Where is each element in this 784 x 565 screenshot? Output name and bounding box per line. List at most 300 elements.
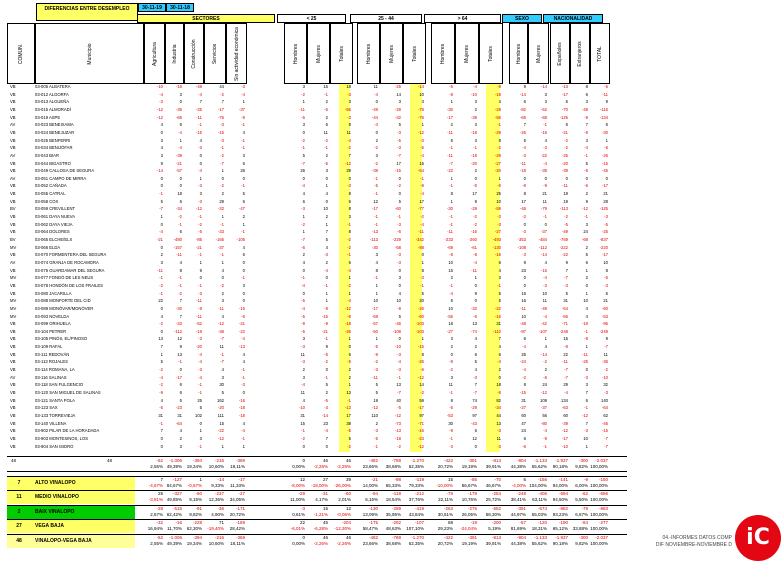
cell-value: 22	[158, 298, 163, 304]
summary-percent: 10,60%	[208, 541, 224, 546]
summary-value: -515	[172, 506, 182, 511]
cell-value: -6	[420, 367, 424, 373]
total-percent: 44,38%	[510, 464, 526, 469]
cell-value: -3	[374, 367, 378, 373]
summary-value: -882	[558, 506, 568, 511]
cell-value: -5	[301, 328, 305, 334]
summary-percent: -6,01%	[290, 526, 305, 531]
cell-value: 17	[396, 160, 401, 166]
cell-value: 0	[523, 175, 526, 181]
cell-value: 8	[605, 267, 608, 273]
cell-value: -9	[497, 84, 501, 89]
cell-comarca: AV	[10, 152, 16, 158]
cell-value: 3	[398, 275, 401, 281]
cell-value: 62	[603, 412, 608, 418]
cell-value: 3	[474, 99, 477, 105]
cell-value: 6	[242, 198, 245, 204]
cell-value: -11	[471, 267, 477, 273]
summary-percent: 38,68%	[385, 541, 401, 546]
cell-value: 0	[450, 351, 453, 357]
cell-comarca: VB	[10, 359, 16, 365]
cell-value: 3	[242, 152, 245, 158]
cell-value: -3	[497, 214, 501, 220]
cell-municipio: 03-023 BENEIXAMA	[35, 122, 74, 128]
cell-value: -4	[473, 259, 477, 265]
cell-value: -3	[522, 229, 526, 235]
cell-value: 6	[498, 351, 501, 357]
cell-value: -3	[604, 214, 608, 220]
summary-percent: 107,10%	[406, 526, 424, 531]
cell-value: -21	[195, 244, 202, 250]
summary-percent: 9,15%	[189, 497, 202, 502]
cell-municipio: 03-012 ALGORFA	[35, 91, 69, 97]
cell-value: -1	[543, 214, 547, 220]
summary-percent: -0,67%	[187, 483, 202, 488]
summary-row	[7, 476, 627, 490]
summary-value: -84	[581, 520, 588, 525]
cell-value: 11	[496, 435, 501, 441]
cell-value: 6	[585, 397, 588, 403]
summary-percent: 0,00%	[292, 541, 305, 546]
summary-label	[7, 535, 135, 548]
cell-value: -1	[220, 145, 224, 151]
cell-value: -3	[497, 428, 501, 434]
cell-value: -8	[420, 183, 424, 189]
cell-value: -1	[584, 328, 588, 334]
cell-comarca: VB	[10, 344, 16, 350]
cell-value: 23	[323, 420, 328, 426]
cell-value: 10	[496, 198, 501, 204]
cell-value: -4	[178, 129, 182, 135]
cell-municipio: 03-120 SAN MIGUEL DE SALINAS	[35, 390, 101, 395]
cell-value: -12	[561, 428, 568, 434]
cell-value: -4	[420, 152, 424, 158]
cell-municipio: 03-077 FONDÓ DE LES NEUS	[35, 275, 94, 281]
cell-value: -2	[159, 282, 163, 288]
summary-value: -406	[537, 491, 547, 496]
cell-value: 1	[498, 175, 501, 181]
summary-value: 15	[322, 506, 328, 511]
table-row	[7, 84, 627, 90]
cell-comarca: AV	[10, 175, 16, 181]
cell-value: 0	[160, 435, 163, 441]
summary-label	[7, 477, 135, 490]
table-row	[7, 214, 627, 220]
cell-value: -3	[220, 122, 224, 128]
cell-comarca: MV	[10, 275, 17, 281]
cell-value: -4	[241, 428, 245, 434]
cell-value: 0	[302, 267, 305, 273]
table-row	[7, 444, 627, 450]
cell-value: -80	[540, 420, 547, 426]
total-value: 0	[302, 458, 305, 463]
cell-value: -1	[420, 175, 424, 181]
cell-value: 16	[521, 290, 526, 296]
cell-value: -30	[446, 206, 453, 212]
cell-value: -64	[561, 305, 568, 311]
cell-value: 0	[242, 175, 245, 181]
cell-value: -11	[176, 252, 182, 258]
total-value: -216	[214, 458, 224, 463]
cell-value: 2	[474, 106, 477, 112]
cell-value: 4	[585, 305, 588, 311]
cell-municipio: 03-080 JACARILLA	[35, 290, 72, 296]
column-header	[455, 23, 479, 84]
summary-percent: 79,33%	[408, 483, 424, 488]
cell-value: -43	[470, 420, 477, 426]
summary-code: 2	[17, 509, 21, 515]
summary-percent: 11,00%	[290, 497, 305, 502]
cell-value: -37	[540, 405, 547, 411]
total-percent: 90,18%	[552, 464, 568, 469]
cell-value: -15	[417, 344, 424, 350]
summary-value: 12	[345, 506, 351, 511]
cell-value: 3	[302, 122, 305, 128]
cell-value: 24	[542, 382, 547, 388]
cell-value: -2	[522, 214, 526, 220]
cell-value: 5	[474, 359, 477, 365]
summary-percent: -4,00%	[511, 483, 526, 488]
cell-value: 4	[498, 99, 501, 105]
cell-comarca: VB	[10, 336, 16, 342]
cell-value: 40	[396, 397, 401, 403]
cell-value: -8	[347, 313, 351, 319]
summary-value: -70	[494, 477, 501, 482]
summary-value: -19	[470, 520, 477, 525]
cell-value: -1	[241, 229, 245, 235]
column-header-label: Hombres	[365, 43, 372, 64]
cell-value: -342	[415, 237, 424, 242]
summary-percent: -19,40%	[207, 526, 224, 531]
summary-value: -120	[537, 520, 547, 525]
cell-value: 8	[348, 229, 351, 235]
cell-value: -1	[159, 290, 163, 296]
footer-line-1: 04.-INFORMES DATOS COMP	[662, 535, 732, 541]
cell-value: 3	[585, 137, 588, 143]
cell-value: -3	[604, 390, 608, 395]
summary-value: -289	[391, 506, 401, 511]
cell-value: -1	[374, 221, 378, 227]
cell-value: -220	[599, 244, 608, 250]
cell-value: -260	[468, 237, 477, 242]
total-percent: 10,60%	[208, 464, 224, 469]
cell-value: -1	[584, 152, 588, 158]
cell-value: 16	[521, 298, 526, 304]
cell-value: -7	[220, 359, 224, 365]
table-row	[7, 306, 627, 312]
cell-value: -7	[220, 336, 224, 342]
cell-value: 8	[348, 191, 351, 197]
cell-value: 6	[242, 252, 245, 258]
cell-value: 2	[348, 367, 351, 373]
summary-value: -1.006	[169, 535, 182, 540]
cell-value: -4	[324, 428, 328, 434]
cell-value: 9	[523, 84, 526, 89]
cell-value: -3	[397, 129, 401, 135]
summary-value: -482	[368, 535, 378, 540]
cell-value: 3	[199, 191, 202, 197]
cell-value: 2	[585, 275, 588, 281]
cell-value: 18	[496, 382, 501, 388]
cell-municipio: 03-105 PINÓS, EL/PINOSO	[35, 336, 88, 342]
column-header-label: COMUN.	[18, 43, 24, 64]
cell-value: -1	[220, 252, 224, 258]
summary-percent: 5,19%	[488, 526, 501, 531]
cell-value: 4	[242, 359, 245, 365]
cell-value: -16	[494, 313, 501, 319]
cell-value: -3	[420, 275, 424, 281]
cell-value: 2	[242, 214, 245, 220]
cell-value: -26	[344, 328, 351, 334]
cell-municipio: 03-005 ALBATERA	[35, 84, 71, 89]
cell-value: -13	[561, 84, 568, 89]
cell-value: -23	[175, 405, 182, 411]
cell-value: 0	[544, 221, 547, 227]
cell-value: -9	[241, 114, 245, 120]
cell-value: 1	[450, 175, 453, 181]
cell-value: 7	[160, 344, 163, 350]
table-row	[7, 344, 627, 350]
table-row	[7, 268, 627, 274]
cell-value: 0	[398, 191, 401, 197]
cell-value: 4	[325, 191, 328, 197]
cell-value: -11	[447, 229, 453, 235]
summary-percent: -18,00%	[311, 483, 328, 488]
cell-value: -66	[175, 114, 182, 120]
cell-value: 32	[603, 382, 608, 388]
cell-value: 29	[346, 168, 351, 174]
cell-value: -11	[447, 129, 453, 135]
cell-value: 110	[371, 412, 378, 418]
cell-value: 7	[565, 267, 568, 273]
cell-value: 109	[540, 397, 547, 403]
summary-percent: -6,28%	[313, 526, 328, 531]
cell-value: -2	[473, 214, 477, 220]
cell-value: -2	[324, 137, 328, 143]
cell-value: 6	[348, 198, 351, 204]
summary-percent: 2,01%	[338, 497, 351, 502]
cell-municipio: 03-013 ALGUEÑA	[35, 99, 69, 105]
cell-value: -10	[298, 405, 305, 411]
cell-value: 0	[242, 298, 245, 304]
summary-value: -419	[414, 506, 424, 511]
cell-value: -16	[238, 397, 245, 403]
cell-value: 140	[601, 397, 608, 403]
cell-value: -11	[218, 305, 224, 311]
cell-value: 0	[242, 290, 245, 296]
column-header	[204, 23, 226, 84]
total-value: -1.006	[169, 458, 182, 463]
cell-value: 7	[348, 152, 351, 158]
cell-value: -21	[238, 321, 245, 327]
cell-value: 6	[179, 390, 182, 395]
summary-value: -169	[235, 520, 245, 525]
total-percent: 20,72%	[437, 464, 453, 469]
summary-value: -31	[321, 491, 328, 496]
summary-value: -552	[491, 506, 501, 511]
cell-comarca: VB	[10, 267, 16, 273]
cell-value: -10	[156, 84, 163, 89]
cell-municipio: 03-066 ELDA	[35, 244, 61, 250]
cell-value: -8	[449, 91, 453, 97]
column-header	[590, 23, 610, 84]
cell-value: -6	[497, 183, 501, 189]
cell-value: -23	[417, 435, 424, 441]
cell-value: 8	[348, 122, 351, 128]
cell-value: 5	[302, 152, 305, 158]
cell-value: -15	[217, 129, 224, 135]
summary-row	[7, 505, 627, 519]
cell-value: -3	[584, 428, 588, 434]
cell-value: 4	[474, 367, 477, 373]
cell-value: 21	[542, 191, 547, 197]
cell-value: -3	[397, 221, 401, 227]
cell-value: -222	[559, 244, 568, 250]
cell-value: 2	[302, 367, 305, 373]
cell-value: 4	[160, 122, 163, 128]
cell-value: 23	[521, 267, 526, 273]
cell-value: -3	[347, 183, 351, 189]
cell-value: -69	[446, 244, 453, 250]
summary-value: -171	[235, 506, 245, 511]
cell-comarca: VB	[10, 367, 16, 373]
cell-value: -6	[522, 443, 526, 449]
cell-value: -3	[198, 290, 202, 296]
cell-comarca: VB	[10, 443, 16, 449]
summary-value: -150	[598, 477, 608, 482]
cell-value: 2	[348, 374, 351, 380]
column-header	[226, 23, 247, 84]
table-row	[7, 275, 627, 281]
cell-value: -2	[347, 237, 351, 242]
cell-value: -3	[347, 114, 351, 120]
cell-value: 7	[585, 390, 588, 395]
cell-value: -6	[301, 244, 305, 250]
cell-value: -3	[564, 282, 568, 288]
summary-value: -98	[394, 477, 401, 482]
cell-value: 3	[179, 91, 182, 97]
cell-comarca: VB	[10, 198, 16, 204]
cell-value: 15	[448, 267, 453, 273]
cell-value: -2	[374, 145, 378, 151]
column-header-label: Hombres	[440, 43, 446, 64]
cell-municipio: 03-055 CATRAL	[35, 191, 66, 197]
cell-value: 3	[585, 382, 588, 388]
cell-value: -2	[374, 160, 378, 166]
cell-value: -29	[470, 405, 477, 411]
cell-value: 8	[498, 137, 501, 143]
cell-value: 6	[242, 160, 245, 166]
cell-value: -113	[369, 237, 378, 242]
cell-municipio: 03-111 REDOVÁN	[35, 351, 70, 357]
summary-value: -300	[578, 535, 588, 540]
date-previous: 30-11-18	[166, 3, 194, 12]
cell-value: 4	[498, 267, 501, 273]
cell-value: -4	[198, 359, 202, 365]
cell-value: 1	[348, 275, 351, 281]
cell-value: -27	[494, 160, 501, 166]
cell-value: 12	[472, 435, 477, 441]
cell-value: -8	[584, 336, 588, 342]
summary-value: -62	[581, 491, 588, 496]
cell-value: -4	[473, 84, 477, 89]
cell-value: 0	[523, 275, 526, 281]
summary-value: -394	[192, 535, 202, 540]
cell-value: -1	[241, 435, 245, 441]
cell-value: -45	[601, 168, 608, 174]
cell-value: 15	[300, 420, 305, 426]
cell-comarca: VB	[10, 160, 16, 166]
cell-value: -2	[347, 443, 351, 449]
cell-municipio: 03-903 MONTESINOS, LOS	[35, 435, 89, 441]
cell-value: -48	[519, 321, 526, 327]
cell-value: -8	[522, 183, 526, 189]
cell-value: 9	[605, 336, 608, 342]
cell-value: -77	[417, 206, 424, 212]
summary-value: -36	[217, 506, 224, 511]
summary-name: BAIX VINALOPO	[35, 509, 75, 515]
cell-value: 10	[323, 206, 328, 212]
cell-value: -52	[540, 106, 547, 112]
cell-value: 5	[450, 298, 453, 304]
cell-value: 8	[179, 267, 182, 273]
cell-value: 0	[242, 267, 245, 273]
summary-row	[7, 490, 627, 504]
cell-value: 9	[565, 259, 568, 265]
cell-value: 1	[474, 275, 477, 281]
cell-value: -22	[494, 305, 501, 311]
cell-value: -2	[564, 214, 568, 220]
cell-value: -8	[324, 305, 328, 311]
cell-value: -30	[371, 244, 378, 250]
cell-value: -19	[581, 321, 588, 327]
cell-value: -33	[175, 321, 182, 327]
total-percent: 49,39%	[166, 464, 182, 469]
cell-value: 2	[325, 152, 328, 158]
summary-percent: 37,76%	[408, 497, 424, 502]
cell-value: 0	[398, 282, 401, 288]
cell-value: -3	[347, 91, 351, 97]
total-percent: 19,34%	[186, 464, 202, 469]
cell-value: -18	[394, 435, 401, 441]
cell-value: 3	[398, 99, 401, 105]
cell-value: 6	[523, 99, 526, 105]
summary-percent: 100,00%	[590, 497, 608, 502]
cell-value: 11	[346, 129, 351, 135]
summary-percent: 62,35%	[408, 541, 424, 546]
cell-value: -5	[374, 344, 378, 350]
cell-comarca: VB	[10, 397, 16, 403]
cell-value: -9	[374, 351, 378, 357]
cell-comarca: VB	[10, 214, 16, 220]
cell-value: 0	[160, 443, 163, 449]
cell-value: -3	[397, 351, 401, 357]
cell-value: -4	[522, 344, 526, 350]
cell-value: -46	[519, 206, 526, 212]
cell-value: -2	[301, 221, 305, 227]
column-header-label: Mujeres	[388, 44, 395, 63]
cell-value: -25	[394, 84, 401, 89]
cell-comarca: MV	[10, 298, 17, 304]
cell-value: 0	[160, 244, 163, 250]
cell-value: 60	[563, 412, 568, 418]
summary-percent: 65,33%	[385, 483, 401, 488]
cell-value: -11	[196, 114, 202, 120]
cell-municipio: 03-062 DAYA VIEJA	[35, 221, 73, 227]
table-row	[7, 390, 627, 396]
cell-value: 4	[585, 313, 588, 319]
cell-value: -3	[324, 405, 328, 411]
